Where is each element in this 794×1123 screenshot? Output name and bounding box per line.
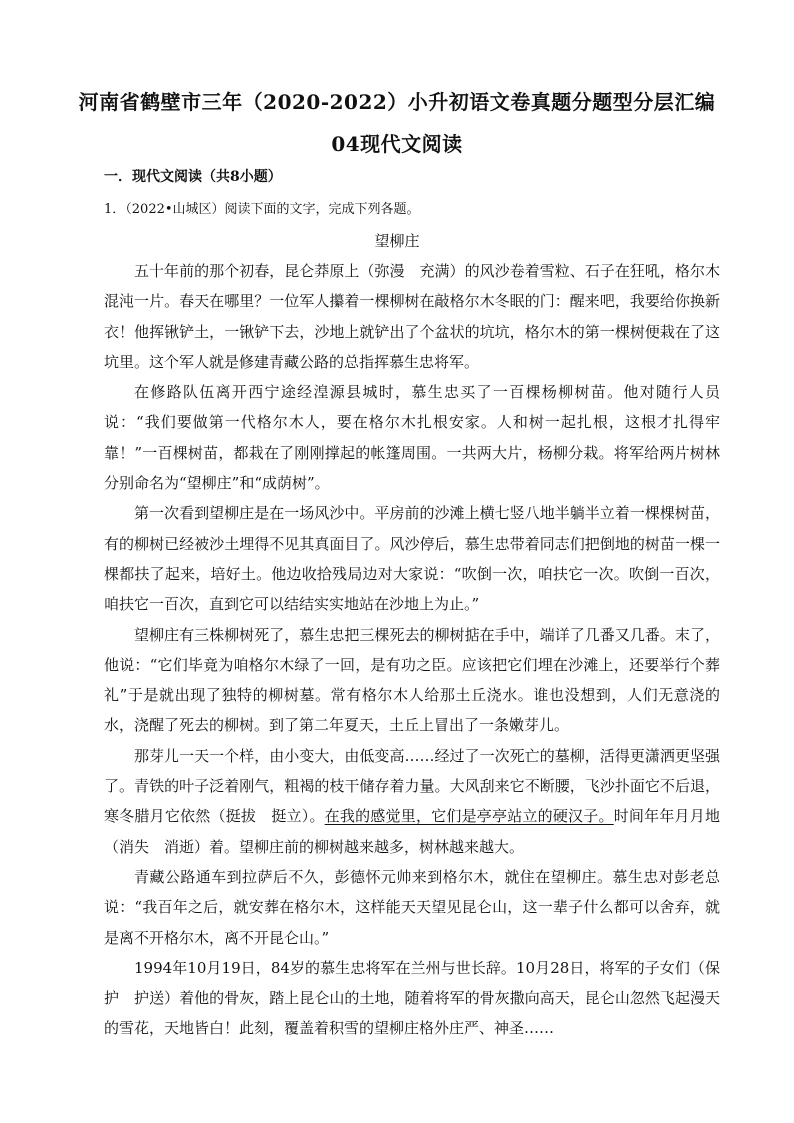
paragraph: 五十年前的那个初春，昆仑莽原上（弥漫 充满）的风沙卷着雪粒、石子在狂吼，格尔木混沌一片。春天在哪里？一位军人攥着一棵柳树在敲格尔木冬眠的门：醒来吧，我要给你换新衣！他挥锹铲土，一锹铲下去，沙地上就铲出了个盆状的坑坑，格尔木的第一棵树便栽在了这坑里。这个军人就是修建青藏公路的总指挥慕生忠将军。 bbox=[104, 262, 720, 371]
passage-title: 望柳庄 bbox=[374, 232, 420, 250]
document-subtitle: 04现代文阅读 bbox=[331, 132, 463, 156]
paragraph: 青藏公路通车到拉萨后不久，彭德怀元帅来到格尔木，就住在望柳庄。慕生忠对彭老总说：“我百年之后，就安葬在格尔木，这样能天天望见昆仑山，这一辈子什么都可以舍弃，就是离不开格尔木，离不开昆仑山。” bbox=[104, 867, 720, 947]
underlined-sentence: 在我的感觉里，它们是亭亭站立的硬汉子。 bbox=[324, 807, 614, 826]
passage-body bbox=[104, 256, 720, 1044]
paragraph: 在修路队伍离开西宁途经湟源县城时，慕生忠买了一百棵杨柳树苗。他对随行人员说：“我们要做第一代格尔木人，要在格尔木扎根安家。人和树一起扎根，这根才扎得牢靠！”一百棵树苗，都栽在了刚刚撑起的帐篷周围。一共两大片，杨柳分栽。将军给两片树林分别命名为“望柳庄”和“成荫树”。 bbox=[104, 383, 720, 493]
paragraph: 1994年10月19日，84岁的慕生忠将军在兰州与世长辞。10月28日，将军的子女们（保护 护送）着他的骨灰，踏上昆仑山的土地，随着将军的骨灰撒向高天，昆仑山忽然飞起漫天的雪花，天地皆白！此刻，覆盖着积雪的望柳庄格外庄严、神圣…… bbox=[104, 958, 720, 1038]
question-intro: 1．（2022•山城区）阅读下面的文字，完成下列各题。 bbox=[104, 202, 420, 217]
paragraph bbox=[104, 741, 720, 862]
paragraph-text: 时间年年月月地（消失 消逝）着。望柳庄前的柳树越来越多，树林越来越大。 bbox=[104, 807, 720, 856]
paragraph: 望柳庄有三株柳树死了，慕生忠把三棵死去的柳树掂在手中，端详了几番又几番。末了，他说：“它们毕竟为咱格尔木绿了一回，是有功之臣。应该把它们埋在沙滩上，还要举行个葬礼”于是就出现了独特的柳树墓。常有格尔木人给那土丘浇水。谁也没想到，人们无意浇的水，浇醒了死去的柳树。到了第二年夏天，土丘上冒出了一条嫩芽儿。 bbox=[104, 625, 720, 735]
paragraph-text: 那芽儿一天一个样，由小变大，由低变高……经过了一次死亡的墓柳，活得更潇洒更坚强了。青铁的叶子泛着刚气，粗褐的枝干储存着力量。大风刮来它不断腰，飞沙扑面它不后退，寒冬腊月它依然（挺拔 挺立）。 bbox=[104, 746, 720, 826]
document-title: 河南省鹤壁市三年（2020-2022）小升初语文卷真题分题型分层汇编 bbox=[78, 90, 716, 114]
section-heading: 一．现代文阅读（共8小题） bbox=[104, 169, 282, 185]
paragraph: 第一次看到望柳庄是在一场风沙中。平房前的沙滩上横七竖八地半躺半立着一棵棵树苗，有的柳树已经被沙土埋得不见其真面目了。风沙停后，慕生忠带着同志们把倒地的树苗一棵一棵都扶了起来，培好土。他边收拾残局边对大家说：“吹倒一次，咱扶它一次。吹倒一百次，咱扶它一百次，直到它可以结结实实地站在沙地上为止。” bbox=[104, 504, 720, 614]
